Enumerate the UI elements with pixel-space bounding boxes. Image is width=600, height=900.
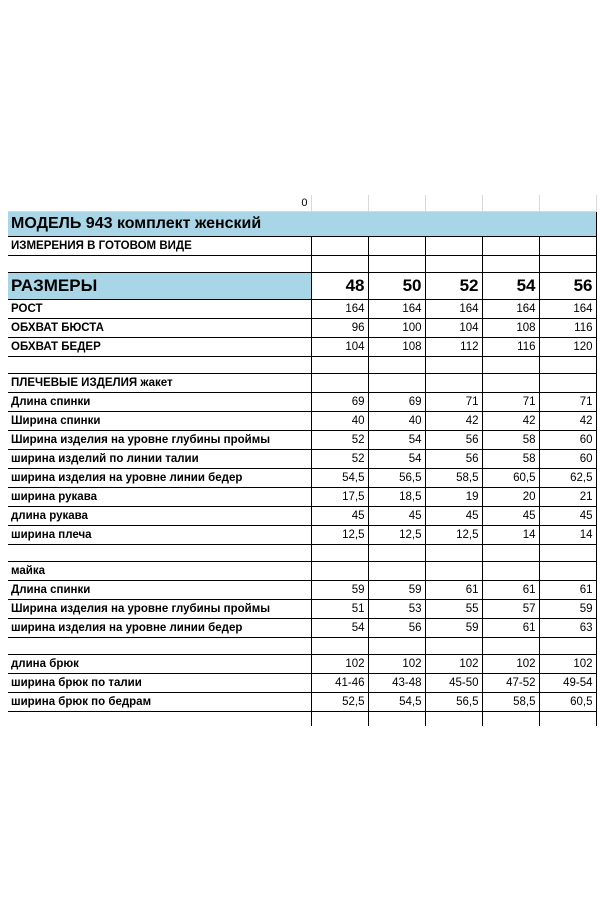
spacer-row	[8, 256, 596, 273]
row-label: РОСТ	[8, 300, 311, 319]
value-cell: 18,5	[368, 488, 425, 507]
spacer-row	[8, 712, 596, 727]
empty-cell	[311, 562, 368, 581]
empty-cell	[368, 638, 425, 655]
row-label: Ширина изделия на уровне глубины проймы	[8, 431, 311, 450]
value-cell: 52,5	[311, 693, 368, 712]
table-row	[8, 469, 596, 488]
size-cell: 52	[425, 273, 482, 300]
value-cell: 45	[425, 507, 482, 526]
value-cell: 60	[539, 431, 596, 450]
value-cell: 12,5	[368, 526, 425, 545]
jacket-section-row	[8, 374, 596, 393]
row-label: длина брюк	[8, 655, 311, 674]
empty-cell	[368, 562, 425, 581]
value-cell: 164	[482, 300, 539, 319]
value-cell: 62,5	[539, 469, 596, 488]
value-cell: 104	[425, 319, 482, 338]
value-cell: 116	[482, 338, 539, 357]
table-row	[8, 526, 596, 545]
row-label: ширина изделия на уровне линии бедер	[8, 619, 311, 638]
size-cell: 48	[311, 273, 368, 300]
value-cell: 47-52	[482, 674, 539, 693]
value-cell: 45	[311, 507, 368, 526]
value-cell: 55	[425, 600, 482, 619]
corner-value: 0	[8, 195, 311, 212]
value-cell: 49-54	[539, 674, 596, 693]
table-row	[8, 674, 596, 693]
value-cell: 52	[311, 431, 368, 450]
empty-cell	[8, 712, 311, 727]
value-cell: 60	[539, 450, 596, 469]
empty-cell	[425, 374, 482, 393]
empty-cell	[8, 357, 311, 374]
empty-cell	[539, 712, 596, 727]
value-cell: 102	[368, 655, 425, 674]
empty-cell	[425, 545, 482, 562]
value-cell: 59	[311, 581, 368, 600]
value-cell: 104	[311, 338, 368, 357]
empty-cell	[482, 374, 539, 393]
value-cell: 60,5	[482, 469, 539, 488]
top-row	[8, 195, 596, 212]
table-row	[8, 655, 596, 674]
value-cell: 54,5	[311, 469, 368, 488]
value-cell: 69	[311, 393, 368, 412]
size-cell: 54	[482, 273, 539, 300]
empty-cell	[368, 545, 425, 562]
row-label: ОБХВАТ БЕДЕР	[8, 338, 311, 357]
spacer-row	[8, 357, 596, 374]
sizes-label: РАЗМЕРЫ	[8, 273, 311, 300]
row-label: Длина спинки	[8, 581, 311, 600]
row-label: ширина изделий по линии талии	[8, 450, 311, 469]
subtitle-row	[8, 237, 596, 256]
value-cell: 102	[539, 655, 596, 674]
top-section-row	[8, 562, 596, 581]
measurements-subtitle: ИЗМЕРЕНИЯ В ГОТОВОМ ВИДЕ	[8, 237, 311, 256]
model-title: МОДЕЛЬ 943 комплект женский	[8, 212, 539, 237]
value-cell: 108	[482, 319, 539, 338]
empty-cell	[425, 562, 482, 581]
empty-cell	[311, 712, 368, 727]
value-cell: 40	[368, 412, 425, 431]
value-cell: 56,5	[368, 469, 425, 488]
value-cell: 54,5	[368, 693, 425, 712]
empty-cell	[8, 545, 311, 562]
empty-cell	[368, 374, 425, 393]
size-cell: 56	[539, 273, 596, 300]
empty-cell	[368, 357, 425, 374]
value-cell: 102	[311, 655, 368, 674]
table-row	[8, 300, 596, 319]
value-cell: 164	[311, 300, 368, 319]
row-label: ширина рукава	[8, 488, 311, 507]
row-label: Длина спинки	[8, 393, 311, 412]
value-cell: 58,5	[482, 693, 539, 712]
value-cell: 96	[311, 319, 368, 338]
value-cell: 71	[539, 393, 596, 412]
spacer-row	[8, 638, 596, 655]
value-cell: 164	[425, 300, 482, 319]
value-cell: 58	[482, 431, 539, 450]
empty-cell	[482, 638, 539, 655]
value-cell: 53	[368, 600, 425, 619]
row-label: ширина изделия на уровне линии бедер	[8, 469, 311, 488]
value-cell: 102	[425, 655, 482, 674]
value-cell: 42	[425, 412, 482, 431]
value-cell: 21	[539, 488, 596, 507]
empty-cell	[539, 545, 596, 562]
value-cell: 102	[482, 655, 539, 674]
value-cell: 56,5	[425, 693, 482, 712]
value-cell: 71	[482, 393, 539, 412]
empty-cell	[311, 638, 368, 655]
value-cell: 116	[539, 319, 596, 338]
value-cell: 12,5	[425, 526, 482, 545]
value-cell: 69	[368, 393, 425, 412]
empty-cell	[8, 638, 311, 655]
value-cell: 56	[368, 619, 425, 638]
title-row	[8, 212, 596, 237]
row-label: Ширина изделия на уровне глубины проймы	[8, 600, 311, 619]
value-cell: 52	[311, 450, 368, 469]
empty-cell	[539, 638, 596, 655]
value-cell: 120	[539, 338, 596, 357]
table-row	[8, 431, 596, 450]
value-cell: 45-50	[425, 674, 482, 693]
value-cell: 108	[368, 338, 425, 357]
value-cell: 100	[368, 319, 425, 338]
table-row	[8, 338, 596, 357]
table-row	[8, 319, 596, 338]
empty-cell	[539, 357, 596, 374]
size-chart-table	[8, 195, 597, 726]
empty-cell	[311, 545, 368, 562]
row-label: ширина брюк по бедрам	[8, 693, 311, 712]
empty-cell	[425, 357, 482, 374]
value-cell: 19	[425, 488, 482, 507]
empty-cell	[482, 712, 539, 727]
row-label: ширина брюк по талии	[8, 674, 311, 693]
value-cell: 56	[425, 450, 482, 469]
value-cell: 43-48	[368, 674, 425, 693]
empty-cell	[425, 712, 482, 727]
size-cell: 50	[368, 273, 425, 300]
value-cell: 61	[482, 581, 539, 600]
value-cell: 17,5	[311, 488, 368, 507]
value-cell: 42	[482, 412, 539, 431]
value-cell: 51	[311, 600, 368, 619]
section-label: ПЛЕЧЕВЫЕ ИЗДЕЛИЯ жакет	[8, 374, 311, 393]
table-row	[8, 600, 596, 619]
value-cell: 61	[482, 619, 539, 638]
empty-cell	[311, 374, 368, 393]
value-cell: 57	[482, 600, 539, 619]
value-cell: 14	[482, 526, 539, 545]
value-cell: 14	[539, 526, 596, 545]
value-cell: 58,5	[425, 469, 482, 488]
row-label: ширина плеча	[8, 526, 311, 545]
value-cell: 45	[368, 507, 425, 526]
table-row	[8, 450, 596, 469]
table-row	[8, 412, 596, 431]
empty-cell	[482, 562, 539, 581]
spacer-row	[8, 545, 596, 562]
table-row	[8, 488, 596, 507]
table-row	[8, 507, 596, 526]
value-cell: 61	[539, 581, 596, 600]
table-row	[8, 693, 596, 712]
value-cell: 164	[539, 300, 596, 319]
value-cell: 164	[368, 300, 425, 319]
empty-cell	[482, 357, 539, 374]
value-cell: 71	[425, 393, 482, 412]
value-cell: 45	[539, 507, 596, 526]
empty-cell	[539, 374, 596, 393]
empty-cell	[311, 357, 368, 374]
value-cell: 41-46	[311, 674, 368, 693]
value-cell: 20	[482, 488, 539, 507]
value-cell: 45	[482, 507, 539, 526]
sizes-row	[8, 273, 596, 300]
section-label: майка	[8, 562, 311, 581]
table-row	[8, 581, 596, 600]
value-cell: 12,5	[311, 526, 368, 545]
value-cell: 54	[311, 619, 368, 638]
row-label: Ширина спинки	[8, 412, 311, 431]
value-cell: 59	[368, 581, 425, 600]
table-row	[8, 619, 596, 638]
value-cell: 61	[425, 581, 482, 600]
empty-cell	[368, 712, 425, 727]
value-cell: 59	[425, 619, 482, 638]
value-cell: 54	[368, 450, 425, 469]
row-label: ОБХВАТ БЮСТА	[8, 319, 311, 338]
empty-cell	[539, 562, 596, 581]
value-cell: 54	[368, 431, 425, 450]
value-cell: 112	[425, 338, 482, 357]
value-cell: 42	[539, 412, 596, 431]
empty-cell	[425, 638, 482, 655]
value-cell: 59	[539, 600, 596, 619]
row-label: длина рукава	[8, 507, 311, 526]
table-row	[8, 393, 596, 412]
value-cell: 56	[425, 431, 482, 450]
value-cell: 40	[311, 412, 368, 431]
empty-cell	[482, 545, 539, 562]
value-cell: 60,5	[539, 693, 596, 712]
size-chart-sheet	[8, 195, 596, 726]
value-cell: 63	[539, 619, 596, 638]
value-cell: 58	[482, 450, 539, 469]
